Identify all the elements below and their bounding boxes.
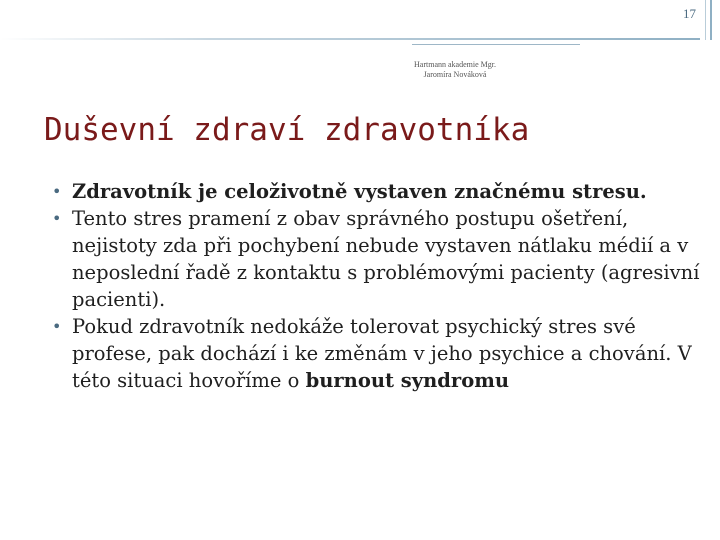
- bullet-item: [50, 205, 700, 313]
- author-note: [380, 60, 530, 80]
- bullet-text: Zdravotník je celoživotně vystaven značnému stresu.: [72, 180, 647, 203]
- bullet-text: Pokud zdravotník nedokáže tolerovat psychický stres své profese, pak dochází i ke změnám v jeho psychice a chování. V této situaci hovoříme o: [72, 315, 692, 392]
- header-side-bar: [710, 0, 712, 40]
- header-side-bar-thin: [705, 0, 706, 40]
- slide-title: Duševní zdraví zdravotníka: [44, 112, 530, 148]
- bullet-marker: •: [52, 317, 62, 336]
- bullet-item: [50, 178, 700, 205]
- bullet-marker: •: [52, 209, 62, 228]
- bullet-item: [50, 313, 700, 394]
- bullet-marker: •: [52, 182, 62, 201]
- header-divider-short: [412, 44, 580, 45]
- header-divider: [0, 38, 700, 40]
- bullet-list: [50, 178, 700, 394]
- author-note-line1: Hartmann akademie Mgr.: [414, 60, 496, 69]
- slide-number: 17: [683, 6, 696, 21]
- bullet-text: Tento stres pramení z obav správného postupu ošetření, nejistoty zda při pochybení nebude vystaven nátlaku médií a v neposlední řadě z kontaktu s problémovými pacienty (agresivní pacienti).: [72, 207, 700, 311]
- bullet-emphasis: burnout syndromu: [305, 369, 510, 392]
- author-note-line2: Jaromíra Nováková: [423, 70, 487, 79]
